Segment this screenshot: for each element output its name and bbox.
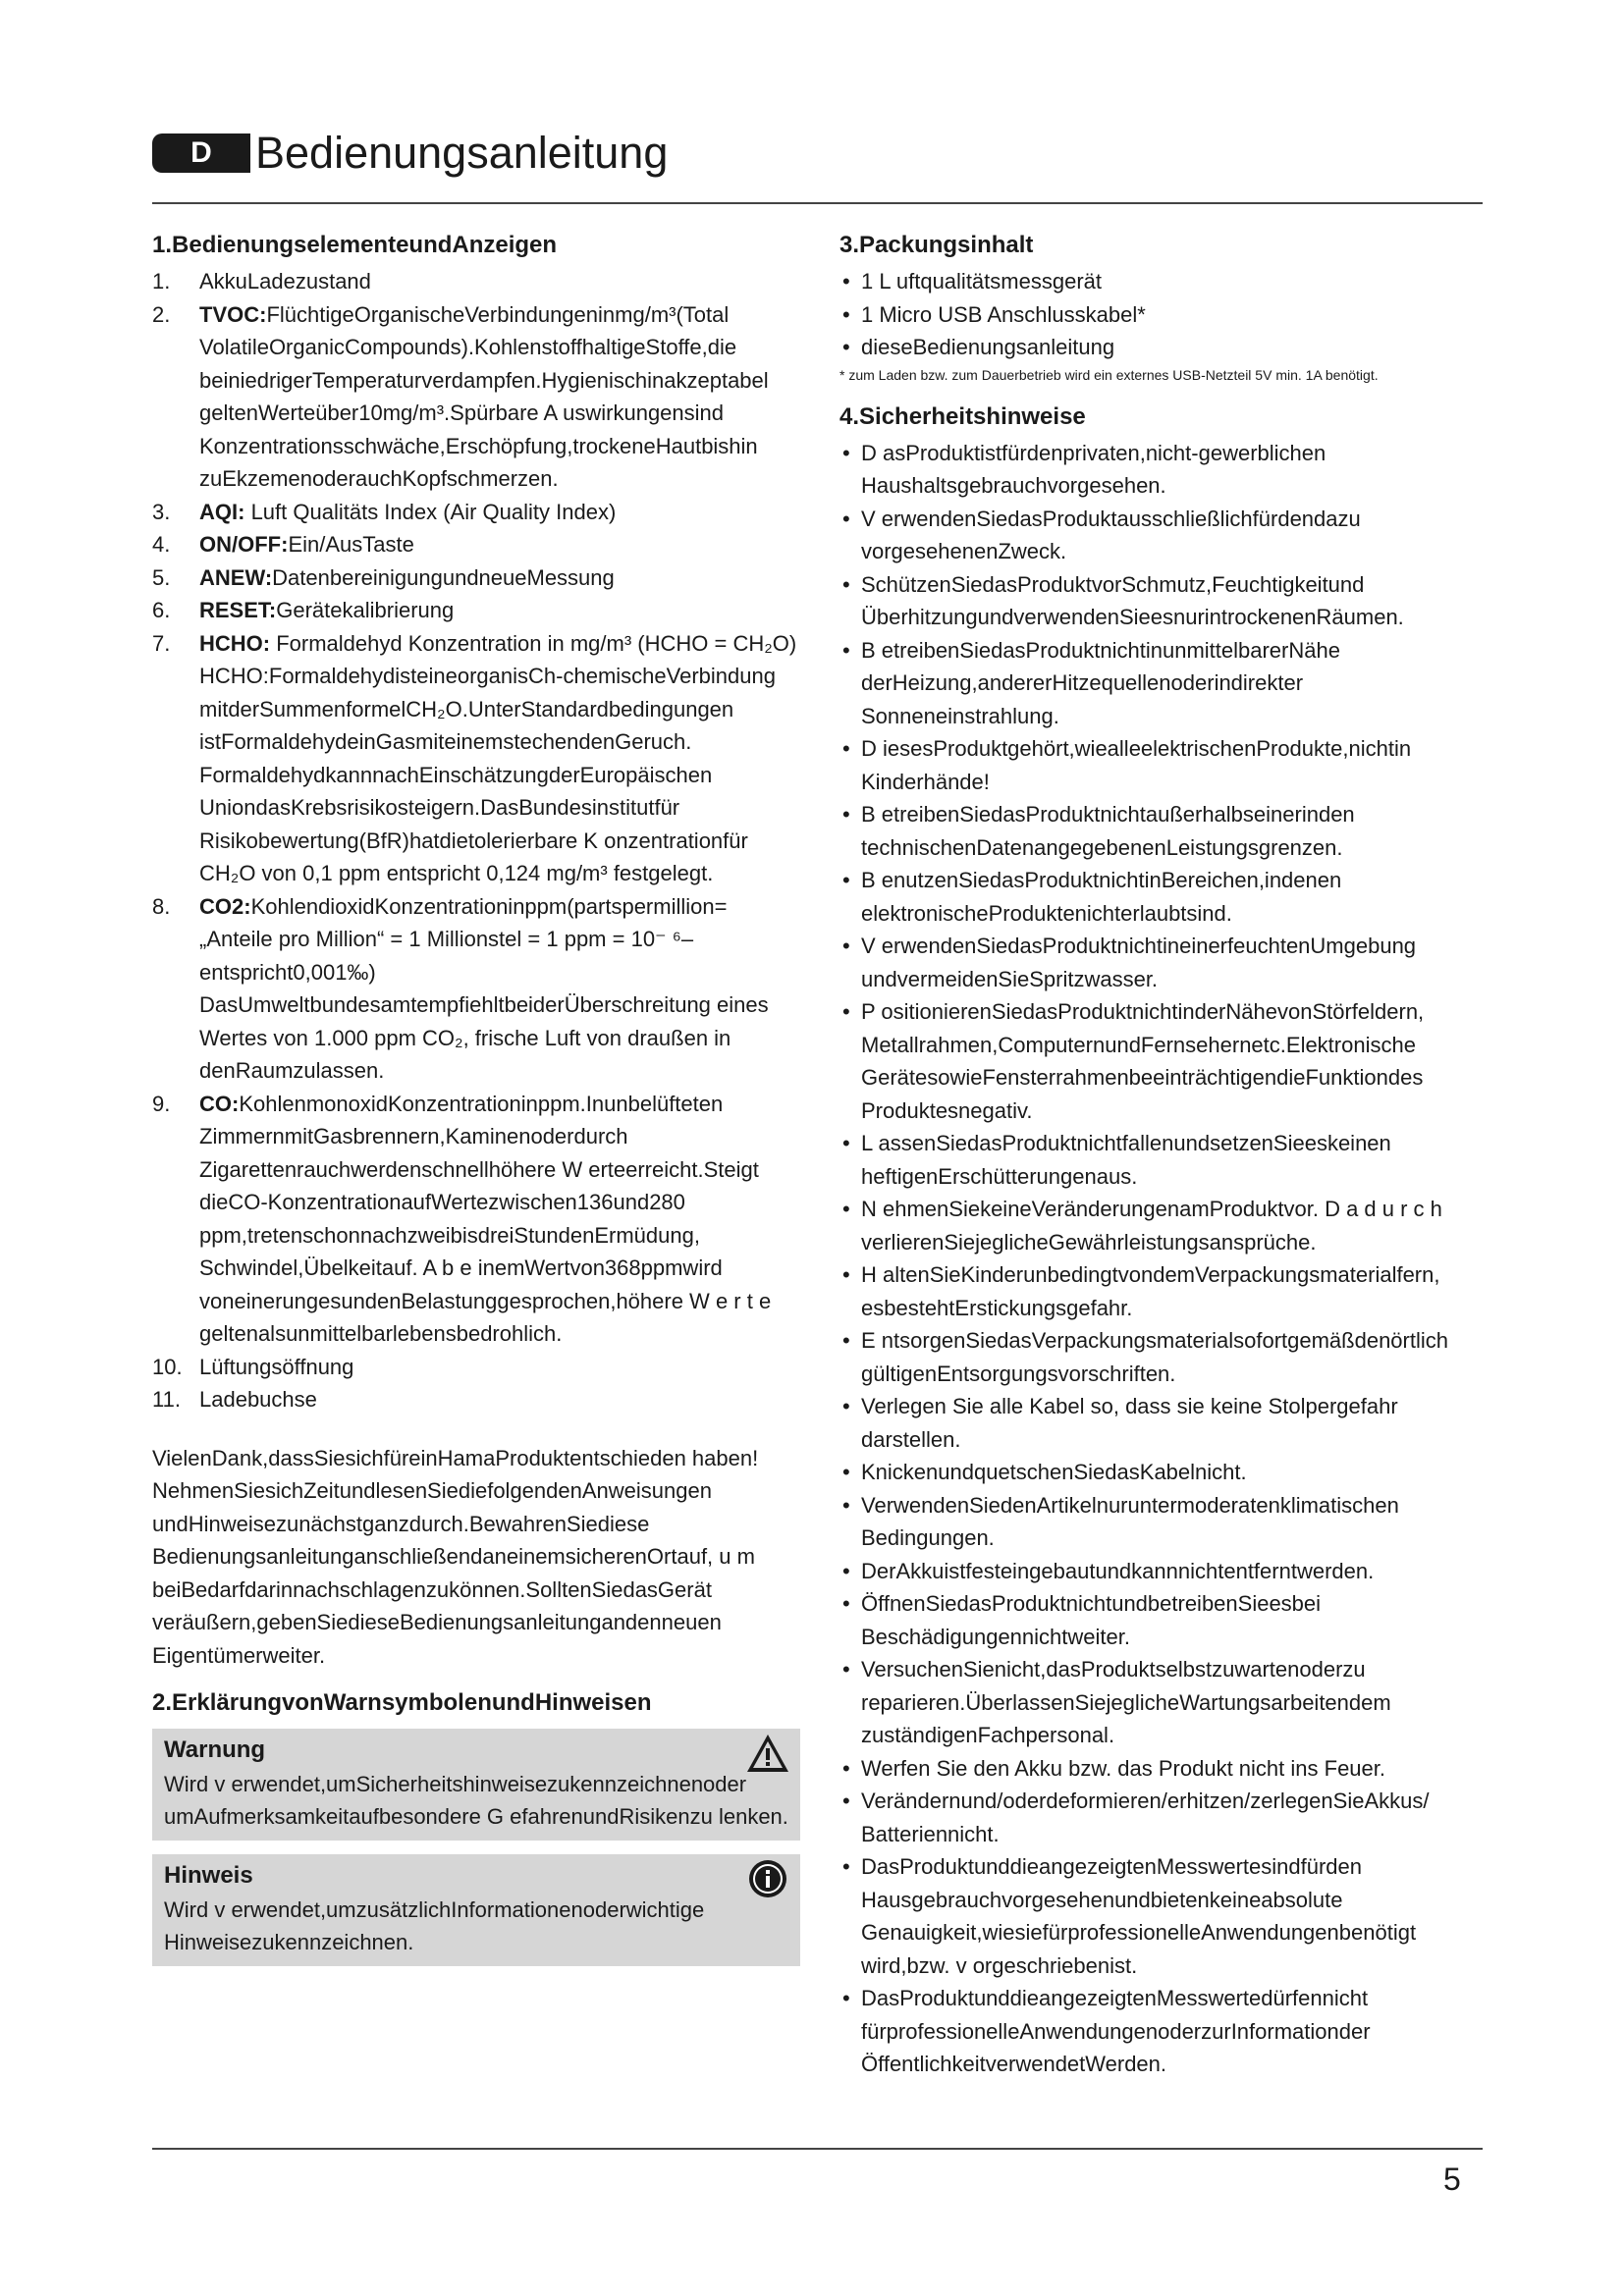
controls-list <box>152 265 800 1416</box>
list-item: • SchützenSiedasProduktvorSchmutz,Feuchtigkeitund ÜberhitzungundverwendenSieesnurintrockenenRäumen. <box>839 568 1483 634</box>
list-item <box>152 594 800 627</box>
intro-paragraph: VielenDank,dassSiesichfüreinHamaProduktentschieden haben! NehmenSiesichZeitundlesenSiediefolgendenAnweisungen undHinweisezunächstganzdurch.BewahrenSiediese BedienungsanleitunganschließendaneinemsicherenOrtauf, u m beiBedarfdarinnachschlagenzukönnen.SolltenSiedasGerät veräußern,gebenSiedieseBedienungsanleitungandenneuen Eigentümerweiter. <box>152 1445 759 1668</box>
hint-text: Wird v erwendet,umzusätzlichInformationenoderwichtige Hinweisezukennzeichnen. <box>164 1897 705 1954</box>
item-number: 6. <box>152 598 171 622</box>
item-text: Luft Qualitäts Index (Air Quality Index) <box>244 499 617 524</box>
list-item: • B enutzenSiedasProduktnichtinBereichen,indenen elektronischeProduktenichterlaubtsind. <box>839 864 1483 930</box>
info-circle-icon <box>745 1858 790 1899</box>
hint-box <box>152 1854 800 1966</box>
list-item: • B etreibenSiedasProduktnichtinunmittelbarerNähe derHeizung,andererHitzequellenoderindirekter Sonneneinstrahlung. <box>839 634 1483 733</box>
package-contents-list <box>839 265 1483 364</box>
list-item <box>152 1383 800 1416</box>
list-item <box>152 890 800 1088</box>
list-item <box>152 265 800 298</box>
item-text: KohlenmonoxidKonzentrationinppm.Inunbelüfteten ZimmernmitGasbrennern,Kaminenoderdurch Zigarettenrauchwerdenschnellhöhere W erteerreicht.Steigt dieCO-KonzentrationaufWertezwischen136und280 ppm,tretenschonnachzweibisdreiStundenErmüdung, Schwindel,Übelkeitauf. A b e inemWertvon368ppmwird voneinerungesundenBelastunggesprochen,höhere W e r t e geltenalsunmittelbarlebensbedrohlich. <box>199 1091 772 1346</box>
list-item: • DerAkkuistfesteingebautundkannnichtentferntwerden. <box>839 1555 1483 1588</box>
list-item: • dieseBedienungsanleitung <box>839 331 1483 364</box>
item-label: CO2: <box>199 893 251 919</box>
item-text: DatenbereinigungundneueMessung <box>272 564 615 590</box>
item-number: 7. <box>152 630 171 656</box>
list-item <box>152 298 800 496</box>
item-text: FlüchtigeOrganischeVerbindungeninmg/m³(Total VolatileOrganicCompounds).KohlenstoffhaltigeStoffe,die beiniedrigerTemperaturverdampfen.Hygienischinakzeptabel geltenWerteüber10mg/m³.Spürbare A uswirkungensind Konzentrationsschwäche,Erschöpfung,trockeneHautbishin zuEkzemenoderauchKopfschmerzen. <box>199 301 769 491</box>
list-item: • KnickenundquetschenSiedasKabelnicht. <box>839 1456 1483 1489</box>
item-text: Gerätekalibrierung <box>276 598 455 622</box>
list-item <box>152 528 800 561</box>
list-item: • V erwendenSiedasProduktausschließlichfürdendazu vorgesehenenZweck. <box>839 503 1483 568</box>
item-text: Ein/AusTaste <box>288 532 414 557</box>
left-column <box>152 228 800 1966</box>
list-item <box>152 1088 800 1351</box>
section-2-heading: 2.ErklärungvonWarnsymbolenundHinweisen <box>152 1689 652 1716</box>
item-label: RESET: <box>199 598 277 622</box>
item-text: Formaldehyd Konzentration in mg/m³ (HCHO = CH₂O) HCHO:FormaldehydisteineorganisCh-chemischeVerbindung mitderSummenformelCH₂O.UnterStandardbedingungen istFormaldehydeinGasmiteinemstechendenGeruch. FormaldehydkannnachEinschätzungderEuropäischen UniondasKrebsrisikosteigern.DasBundesinstitutfür Risikobewertung(BfR)hatdietolerierbare K onzentrationfür CH₂O von 0,1 ppm entspricht 0,124 mg/m³ festgelegt. <box>199 630 797 885</box>
list-item: • VerwendenSiedenArtikelnuruntermoderatenklimatischen Bedingungen. <box>839 1489 1483 1555</box>
language-badge: D <box>152 133 250 173</box>
hint-title: Hinweis <box>164 1862 253 1889</box>
footer-rule <box>152 2148 1483 2150</box>
list-item: • V erwendenSiedasProduktnichtineinerfeuchtenUmgebung undvermeidenSieSpritzwasser. <box>839 930 1483 995</box>
list-item: • D asProduktistfürdenprivaten,nicht-gewerblichen Haushaltsgebrauchvorgesehen. <box>839 437 1483 503</box>
item-label: ON/OFF: <box>199 532 289 557</box>
warning-title: Warnung <box>164 1736 266 1763</box>
page-header <box>152 128 1483 203</box>
document-title: Bedienungsanleitung <box>255 128 669 178</box>
list-item: • H altenSieKinderunbedingtvondemVerpackungsmaterialfern, esbestehtErstickungsgefahr. <box>839 1258 1483 1324</box>
item-number: 4. <box>152 532 171 557</box>
header-rule <box>152 202 1483 204</box>
list-item <box>152 561 800 595</box>
list-item: • ÖffnenSiedasProduktnichtundbetreibenSieesbei Beschädigungennichtweiter. <box>839 1587 1483 1653</box>
list-item: • DasProduktunddieangezeigtenMesswertedürfennicht fürprofessionelleAnwendungenoderzurInformationder ÖffentlichkeitverwendetWerden. <box>839 1982 1483 2081</box>
footnote: * zum Laden bzw. zum Dauerbetrieb wird ein externes USB-Netzteil 5V min. 1A benötigt. <box>839 366 1379 383</box>
section-4-heading: 4.Sicherheitshinweise <box>839 402 1086 430</box>
list-item: • 1 L uftqualitätsmessgerät <box>839 265 1483 298</box>
item-number: 3. <box>152 499 171 524</box>
item-number: 2. <box>152 301 171 327</box>
list-item: • Verlegen Sie alle Kabel so, dass sie keine Stolpergefahr darstellen. <box>839 1390 1483 1456</box>
warning-box <box>152 1729 800 1841</box>
page-number: 5 <box>1443 2162 1461 2197</box>
item-text: KohlendioxidKonzentrationinppm(partspermillion= „Anteile pro Million“ = 1 Millionstel = 1 ppm = 10⁻ ⁶– entspricht0,001‰) DasUmweltbundesamtempfiehltbeiderÜberschreitung eines Wertes von 1.000 ppm CO₂, frische Luft von draußen in denRaumzulassen. <box>199 893 769 1083</box>
list-item: • B etreibenSiedasProduktnichtaußerhalbseinerinden technischenDatenangegebenenLeistungsgrenzen. <box>839 798 1483 864</box>
list-item <box>152 496 800 529</box>
warning-text: Wird v erwendet,umSicherheitshinweisezukennzeichnenoder umAufmerksamkeitaufbesondere G efahrenundRisikenzu lenken. <box>164 1772 788 1829</box>
item-number: 8. <box>152 893 171 919</box>
list-item: • 1 Micro USB Anschlusskabel* <box>839 298 1483 332</box>
item-text: Lüftungsöffnung <box>199 1354 354 1379</box>
item-text: AkkuLadezustand <box>199 269 371 294</box>
list-item: • E ntsorgenSiedasVerpackungsmaterialsofortgemäßdenörtlich gültigenEntsorgungsvorschriften. <box>839 1324 1483 1390</box>
item-label: HCHO: <box>199 630 271 656</box>
item-number: 9. <box>152 1091 171 1116</box>
safety-list <box>839 437 1483 2081</box>
item-text: Ladebuchse <box>199 1387 317 1412</box>
right-column <box>839 228 1483 2081</box>
list-item: • Werfen Sie den Akku bzw. das Produkt nicht ins Feuer. <box>839 1752 1483 1786</box>
list-item: • L assenSiedasProduktnichtfallenundsetzenSieeskeinen heftigenErschütterungenaus. <box>839 1127 1483 1193</box>
item-label: ANEW: <box>199 564 273 590</box>
item-label: TVOC: <box>199 301 267 327</box>
list-item: • D iesesProduktgehört,wiealleelektrischenProdukte,nichtin Kinderhände! <box>839 732 1483 798</box>
list-item: • VersuchenSienicht,dasProduktselbstzuwartenoderzu reparieren.ÜberlassenSiejeglicheWartungsarbeitendem zuständigenFachpersonal. <box>839 1653 1483 1752</box>
item-label: CO: <box>199 1091 240 1116</box>
list-item <box>152 627 800 890</box>
item-number: 1. <box>152 269 171 294</box>
list-item <box>152 1351 800 1384</box>
item-label: AQI: <box>199 499 245 524</box>
section-1-heading: 1.BedienungselementeundAnzeigen <box>152 232 558 258</box>
list-item: • N ehmenSiekeineVeränderungenamProduktvor. D a d u r c h verlierenSiejeglicheGewährleistungsansprüche. <box>839 1193 1483 1258</box>
warning-triangle-icon <box>745 1733 790 1774</box>
item-number: 10. <box>152 1354 183 1379</box>
list-item: • DasProduktunddieangezeigtenMesswertesindfürden Hausgebrauchvorgesehenundbietenkeineabsolute Genauigkeit,wiesiefürprofessionelleAnwendungenbenötigt wird,bzw. v orgeschriebenist. <box>839 1850 1483 1982</box>
section-3-heading: 3.Packungsinhalt <box>839 232 1034 258</box>
list-item: • P ositionierenSiedasProduktnichtinderNähevonStörfeldern, Metallrahmen,ComputernundFernsehernetc.Elektronische GerätesowieFensterrahmenbeeinträchtigendieFunktiondes Produktesnegativ. <box>839 995 1483 1127</box>
item-number: 5. <box>152 564 171 590</box>
list-item: • Verändernund/oderdeformieren/erhitzen/zerlegenSieAkkus/ Batteriennicht. <box>839 1785 1483 1850</box>
item-number: 11. <box>152 1387 181 1412</box>
